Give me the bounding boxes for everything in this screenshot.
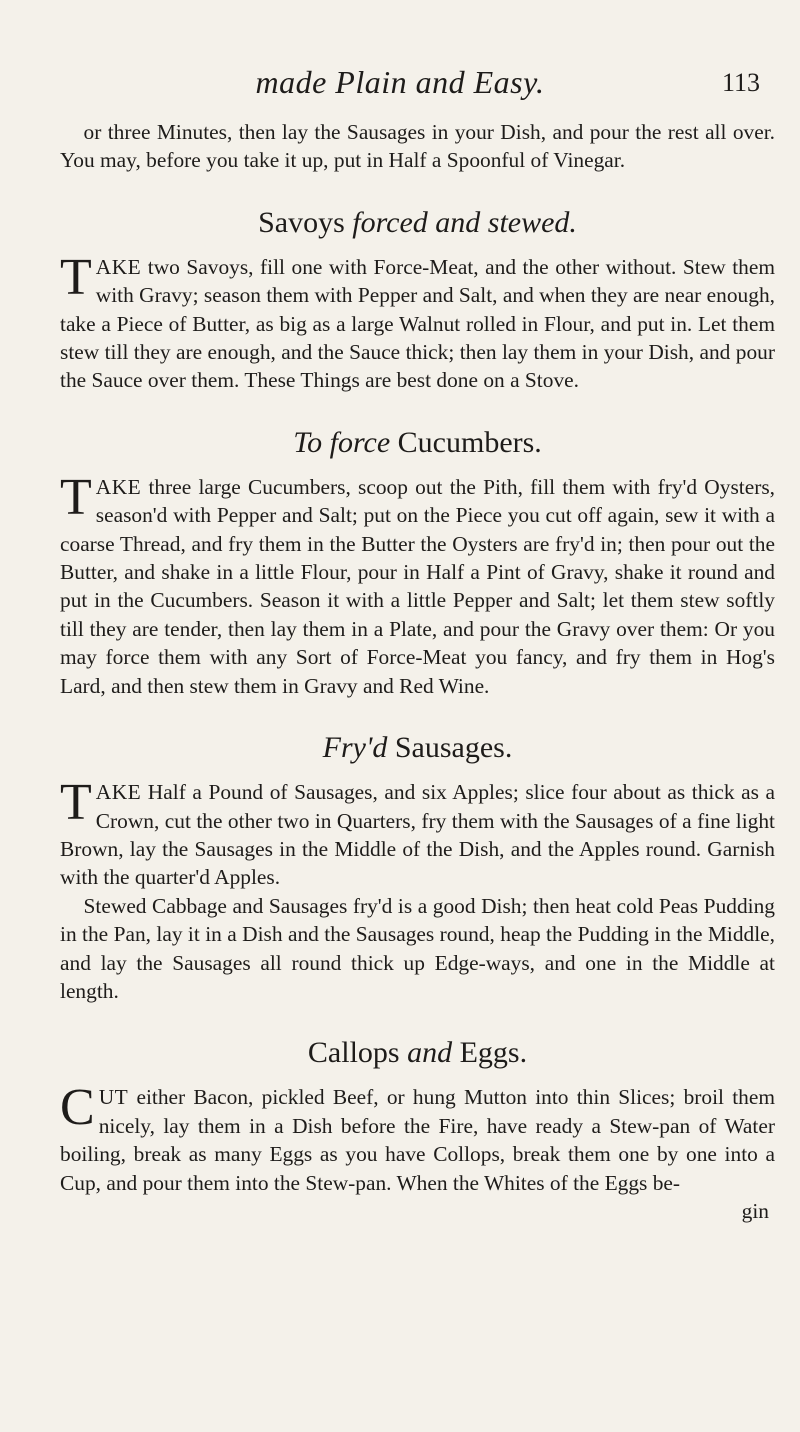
recipe-title	[60, 728, 775, 768]
recipe-text: either Bacon, pickled Beef, or hung Mutton into thin Slices; broil them nicely, lay them in a Dish before the Fire, have ready a Stew-pan of Water boiling, break as many Eggs as you have Collops, break them one by one into a Cup, and pour them into the Stew-pan. When the Whites of the Eggs be-	[60, 1085, 775, 1195]
recipe-title-suffix: Cucumbers.	[390, 425, 542, 459]
recipe-callops-eggs	[60, 1033, 775, 1197]
recipe-text: two Savoys, fill one with Force-Meat, and the other without. Stew them with Gravy; season them with Pepper and Salt, and when they are near enough, take a Piece of Butter, as big as a large Walnut rolled in Flour, and put in. Let them stew till they are enough, and the Sauce thick; then lay them in your Dish, and pour the Sauce over them. These Things are best done on a Stove.	[60, 254, 775, 393]
recipe-title-italic: To force	[293, 425, 391, 459]
recipe-paragraph	[60, 1079, 775, 1197]
drop-cap: T	[60, 774, 92, 832]
recipe-title	[60, 423, 775, 463]
recipe-text: three large Cucumbers, scoop out the Pith, fill them with fry'd Oysters, season'd with Pepper and Salt; put on the Piece you cut off again, sew it with a coarse Thread, and fry them in the Butter the Oysters are fry'd in; then pour out the Butter, and shake in a little Flour, pour in Half a Pint of Gravy, shake it round and put in the Cucumbers. Season it with a little Pepper and Salt; let them stew softly till they are tender, then lay them in a Plate, and pour the Gravy over them: Or you may force them with any Sort of Force-Meat you fancy, and fry them in Hog's Lard, and then stew them in Gravy and Red Wine.	[60, 474, 775, 698]
page-number: 113	[721, 68, 760, 97]
recipe-title-suffix: Eggs.	[452, 1036, 528, 1070]
recipe-title	[60, 203, 775, 243]
recipe-paragraph	[60, 468, 775, 700]
recipe-paragraph	[60, 248, 775, 395]
recipe-savoys	[60, 203, 775, 395]
catchword: gin	[741, 1198, 769, 1223]
recipe-title	[60, 1033, 775, 1073]
running-title: made Plain and Easy.	[255, 64, 545, 100]
recipe-text: Half a Pound of Sausages, and six Apples; slice four about as thick as a Crown, cut the other two in Quarters, fry them with the Sausages of a fine light Brown, lay the Sausages in the Middle of the Dish, and the Apples round. Garnish with the quarter'd Apples.	[60, 780, 775, 890]
lead-word: AKE	[95, 254, 142, 279]
drop-cap: T	[60, 248, 92, 306]
recipe-force-cucumbers	[60, 423, 775, 700]
lead-word: AKE	[95, 780, 142, 805]
recipe-paragraph: Stewed Cabbage and Sausages fry'd is a good Dish; then heat cold Peas Pudding in the Pan, lay it in a Dish and the Sausages round, heap the Pudding in the Middle, and lay the Sausages all round thick up Edge-ways, and one in the Middle at length.	[60, 893, 775, 1003]
recipe-title-suffix: Sausages.	[387, 731, 513, 765]
drop-cap: C	[60, 1079, 95, 1137]
drop-cap: T	[60, 468, 92, 526]
recipe-title-italic: and	[399, 1036, 453, 1070]
recipe-paragraph	[60, 774, 775, 892]
lead-word: AKE	[95, 474, 142, 499]
recipe-title-italic: Fry'd	[322, 731, 388, 765]
body-text	[60, 118, 775, 1225]
recipe-title-plain: Savoys	[258, 205, 345, 239]
recipe-fried-sausages	[60, 728, 775, 1005]
recipe-title-plain: Callops	[307, 1036, 400, 1070]
recipe-title-italic: forced and stewed.	[352, 205, 577, 239]
running-head	[0, 64, 800, 104]
continuation-paragraph: or three Minutes, then lay the Sausages in your Dish, and pour the rest all over. You may, before you take it up, put in Half a Spoonful of Vinegar.	[60, 120, 775, 173]
lead-word: UT	[98, 1085, 129, 1110]
